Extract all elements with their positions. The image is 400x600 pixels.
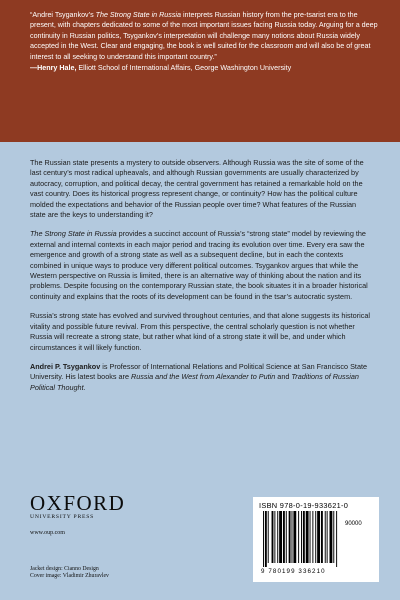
publisher-name: OXFORD: [30, 491, 126, 515]
publisher-url: www.oup.com: [30, 530, 65, 536]
isbn-label: ISBN 978-0-19-933621-0: [259, 501, 349, 510]
author-book-1: Russia and the West from Alexander to Putin: [131, 372, 276, 382]
description-paragraph-3: Russia’s strong state has evolved and survived throughout centuries, and that alone suggests its historical vitality and possible future revival. From this perspective, the central scholarly question is not whether Russia will recreate a strong state, but rather what kind of a strong state it will be, and under which circumstances it will likely function.: [30, 311, 371, 352]
blurb-band: [0, 0, 400, 142]
description-book-title: The Strong State in Russia: [30, 229, 117, 239]
quote-book-title: The Strong State in Russia: [95, 11, 181, 19]
barcode-digits: 9 780199 336210: [261, 568, 326, 575]
description-paragraph-2: The Strong State in Russia provides a succinct account of Russia’s “strong state” model by reviewing the external and internal contexts in each major period and tracing its evolution over time. Every era saw the emergence and growth of a strong state as well as a subsequent decline, but in each the contexts combined in unique ways to produce very different political outcomes. Tsygankov argues that while the Western perspective on Russia is limited, there is an alternative way of thinking about the nation and its problems. Despite focusing on the contemporary Russian state, the book situates it in a broader historical continuity and explains that the roots of its development can be found in the tsar’s autocratic system.: [30, 229, 368, 301]
jacket-design-credit: Jacket design: Cianno Design: [30, 566, 99, 572]
cover-image-credit: Cover image: Vladimir Zhuravlev: [30, 573, 109, 579]
author-book-2: Traditions of Russian Political Thought: [30, 372, 359, 392]
cover-credits: [30, 566, 109, 580]
publisher-logo: [30, 493, 130, 520]
endorsement-quote: [30, 10, 378, 73]
quote-text: “Andrei Tsygankov’s The Strong State in Russia interprets Russian history from the pre-tsarist era to the present, with chapters dedicated to some of the most important issues facing Russia today. Arguing for a deep continuity in Russian politics, Tsygankov’s interpretation will challenge many notions about Russia widely accepted in the West. Clear and engaging, the book is well suited for the classroom and will also be of great interest to all seeking to understand this important country.”: [30, 11, 378, 61]
author-name: Andrei P. Tsygankov: [30, 361, 101, 371]
isbn-barcode-box: [253, 497, 379, 582]
barcode-icon: [261, 511, 373, 567]
endorser-affiliation: Elliott School of International Affairs, George Washington University: [76, 64, 292, 73]
price-code: 90000: [345, 521, 362, 527]
quote-attribution: [30, 63, 378, 73]
book-description: [30, 158, 373, 402]
author-bio: Andrei P. Tsygankov is Professor of International Relations and Political Science at San Francisco State University. His latest books are Russia and the West from Alexander to Putin and Traditions of Russian Political Thought.: [30, 361, 368, 392]
publisher-press: UNIVERSITY PRESS: [30, 514, 95, 520]
endorser-name: —Henry Hale,: [30, 64, 77, 73]
description-paragraph-1: The Russian state presents a mystery to outside observers. Although Russia was the site of some of the last century’s most radical upheavals, and although Russian governments are usually characterized by autocracy, corruption, and political decay, the central government has retained a remarkable hold on the vast country. Does its historical progress represent change, or continuity? How has the political culture molded the expectations and behavior of the Russian people over time? What features of the Russian state are the keys to understanding it?: [30, 158, 364, 220]
